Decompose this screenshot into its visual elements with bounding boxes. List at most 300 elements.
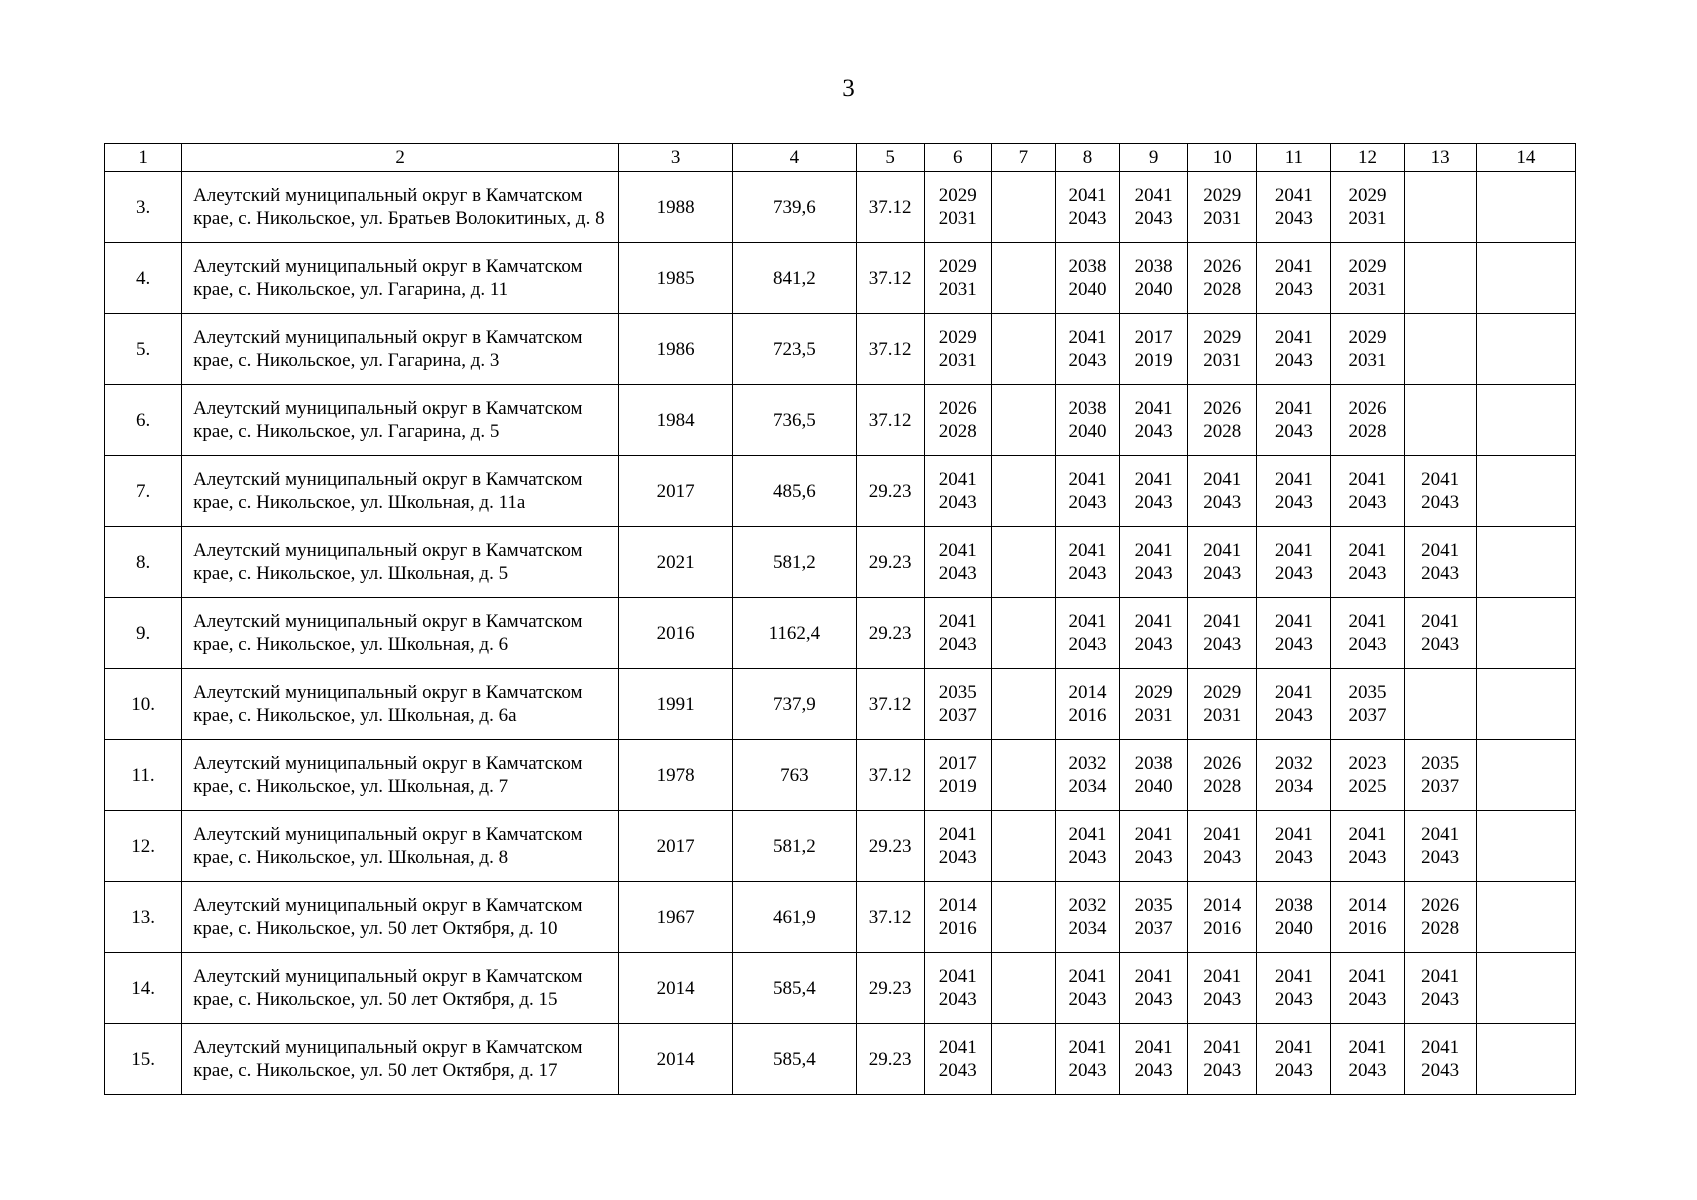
period-cell-12 xyxy=(1331,598,1404,669)
period-cell-14 xyxy=(1476,314,1575,385)
period-start: 2041 xyxy=(1068,185,1107,206)
period-start: 2041 xyxy=(938,966,977,987)
period-cell-11 xyxy=(1257,953,1331,1024)
period-end: 2043 xyxy=(1134,208,1173,229)
row-number-cell: 9. xyxy=(105,598,182,669)
period-start: 2041 xyxy=(1068,327,1107,348)
area-cell: 739,6 xyxy=(733,172,856,243)
area-cell: 736,5 xyxy=(733,385,856,456)
period-cell-12 xyxy=(1331,740,1404,811)
code-cell: 37.12 xyxy=(856,385,924,456)
table-row xyxy=(105,811,1576,882)
period-cell-14 xyxy=(1476,243,1575,314)
area-cell: 841,2 xyxy=(733,243,856,314)
period-cell-14 xyxy=(1476,669,1575,740)
period-start: 2041 xyxy=(1274,185,1313,206)
table-row xyxy=(105,669,1576,740)
period-cell-11 xyxy=(1257,882,1331,953)
period-start: 2032 xyxy=(1068,895,1107,916)
period-cell-12 xyxy=(1331,172,1404,243)
table-row xyxy=(105,882,1576,953)
period-start: 2041 xyxy=(1274,327,1313,348)
period-end: 2043 xyxy=(1134,634,1173,655)
year-cell: 1988 xyxy=(619,172,733,243)
period-cell-7 xyxy=(991,953,1055,1024)
period-start: 2041 xyxy=(1203,966,1242,987)
column-header: 4 xyxy=(733,144,856,172)
period-start: 2041 xyxy=(1203,540,1242,561)
period-end: 2043 xyxy=(1348,634,1387,655)
period-cell-11 xyxy=(1257,669,1331,740)
address-cell: Алеутский муниципальный округ в Камчатском крае, с. Никольское, ул. Братьев Волокитиных, д. 8 xyxy=(182,172,619,243)
period-end: 2043 xyxy=(938,847,977,868)
period-end: 2043 xyxy=(938,634,977,655)
period-cell-12 xyxy=(1331,527,1404,598)
period-end: 2043 xyxy=(1421,1060,1460,1081)
period-end: 2043 xyxy=(1134,847,1173,868)
period-cell-12 xyxy=(1331,811,1404,882)
table-row xyxy=(105,527,1576,598)
period-start: 2041 xyxy=(1348,540,1387,561)
address-cell: Алеутский муниципальный округ в Камчатском крае, с. Никольское, ул. Школьная, д. 6 xyxy=(182,598,619,669)
period-end: 2028 xyxy=(1203,776,1242,797)
period-start: 2038 xyxy=(1274,895,1313,916)
period-cell-14 xyxy=(1476,172,1575,243)
period-end: 2043 xyxy=(1421,563,1460,584)
period-cell-8 xyxy=(1055,527,1119,598)
period-end: 2031 xyxy=(1348,208,1387,229)
period-cell-13 xyxy=(1404,740,1476,811)
period-start: 2041 xyxy=(1274,682,1313,703)
period-cell-13 xyxy=(1404,953,1476,1024)
row-number-cell: 10. xyxy=(105,669,182,740)
period-start: 2041 xyxy=(1274,256,1313,277)
column-header: 7 xyxy=(991,144,1055,172)
period-cell-6 xyxy=(924,953,991,1024)
period-cell-11 xyxy=(1257,172,1331,243)
code-cell: 29.23 xyxy=(856,527,924,598)
period-start: 2041 xyxy=(1134,824,1173,845)
period-cell-13 xyxy=(1404,598,1476,669)
period-cell-9 xyxy=(1120,740,1188,811)
period-end: 2037 xyxy=(938,705,977,726)
period-start: 2041 xyxy=(1274,398,1313,419)
address-cell: Алеутский муниципальный округ в Камчатском крае, с. Никольское, ул. Школьная, д. 11а xyxy=(182,456,619,527)
period-end: 2043 xyxy=(1134,1060,1173,1081)
period-start: 2041 xyxy=(1203,469,1242,490)
area-cell: 763 xyxy=(733,740,856,811)
period-cell-8 xyxy=(1055,172,1119,243)
period-end: 2031 xyxy=(1203,705,1242,726)
table-body xyxy=(105,172,1576,1095)
column-header: 6 xyxy=(924,144,991,172)
code-cell: 37.12 xyxy=(856,314,924,385)
period-cell-8 xyxy=(1055,740,1119,811)
period-cell-10 xyxy=(1188,172,1257,243)
schedule-table xyxy=(104,143,1576,1095)
period-start: 2041 xyxy=(938,824,977,845)
period-cell-10 xyxy=(1188,1024,1257,1095)
period-cell-8 xyxy=(1055,669,1119,740)
period-end: 2016 xyxy=(1068,705,1107,726)
period-cell-13 xyxy=(1404,882,1476,953)
period-end: 2016 xyxy=(1203,918,1242,939)
period-end: 2043 xyxy=(1068,350,1107,371)
period-cell-10 xyxy=(1188,456,1257,527)
period-start: 2032 xyxy=(1068,753,1107,774)
period-cell-12 xyxy=(1331,385,1404,456)
period-start: 2041 xyxy=(1348,1037,1387,1058)
period-cell-6 xyxy=(924,882,991,953)
period-cell-13 xyxy=(1404,669,1476,740)
period-end: 2034 xyxy=(1274,776,1313,797)
period-end: 2043 xyxy=(1274,847,1313,868)
period-cell-14 xyxy=(1476,811,1575,882)
period-cell-11 xyxy=(1257,1024,1331,1095)
period-end: 2031 xyxy=(1348,350,1387,371)
period-end: 2043 xyxy=(1274,421,1313,442)
period-end: 2043 xyxy=(1068,563,1107,584)
period-cell-11 xyxy=(1257,811,1331,882)
period-cell-7 xyxy=(991,385,1055,456)
row-number-cell: 14. xyxy=(105,953,182,1024)
period-end: 2043 xyxy=(1068,208,1107,229)
period-end: 2043 xyxy=(1068,989,1107,1010)
year-cell: 2014 xyxy=(619,1024,733,1095)
period-cell-7 xyxy=(991,314,1055,385)
period-end: 2043 xyxy=(1203,634,1242,655)
period-cell-14 xyxy=(1476,456,1575,527)
period-start: 2041 xyxy=(1421,611,1460,632)
period-end: 2043 xyxy=(1068,1060,1107,1081)
period-end: 2043 xyxy=(938,492,977,513)
period-start: 2026 xyxy=(1203,256,1242,277)
period-start: 2041 xyxy=(1421,540,1460,561)
period-start: 2014 xyxy=(1068,682,1107,703)
period-cell-13 xyxy=(1404,527,1476,598)
period-cell-9 xyxy=(1120,385,1188,456)
period-start: 2041 xyxy=(1134,1037,1173,1058)
period-end: 2043 xyxy=(1134,492,1173,513)
period-end: 2043 xyxy=(1348,563,1387,584)
year-cell: 1978 xyxy=(619,740,733,811)
period-end: 2043 xyxy=(1274,279,1313,300)
table-row xyxy=(105,385,1576,456)
period-start: 2026 xyxy=(1348,398,1387,419)
year-cell: 1985 xyxy=(619,243,733,314)
address-cell: Алеутский муниципальный округ в Камчатском крае, с. Никольское, ул. 50 лет Октября, д. 15 xyxy=(182,953,619,1024)
area-cell: 581,2 xyxy=(733,527,856,598)
area-cell: 723,5 xyxy=(733,314,856,385)
column-header: 12 xyxy=(1331,144,1404,172)
period-cell-9 xyxy=(1120,1024,1188,1095)
period-cell-9 xyxy=(1120,882,1188,953)
period-cell-7 xyxy=(991,243,1055,314)
period-cell-12 xyxy=(1331,882,1404,953)
period-cell-8 xyxy=(1055,314,1119,385)
period-start: 2038 xyxy=(1068,398,1107,419)
year-cell: 2014 xyxy=(619,953,733,1024)
period-start: 2026 xyxy=(938,398,977,419)
year-cell: 1991 xyxy=(619,669,733,740)
period-cell-6 xyxy=(924,314,991,385)
period-end: 2043 xyxy=(1203,563,1242,584)
period-cell-9 xyxy=(1120,527,1188,598)
area-cell: 585,4 xyxy=(733,1024,856,1095)
table-row xyxy=(105,953,1576,1024)
year-cell: 2021 xyxy=(619,527,733,598)
period-cell-7 xyxy=(991,456,1055,527)
row-number-cell: 6. xyxy=(105,385,182,456)
period-cell-11 xyxy=(1257,385,1331,456)
code-cell: 37.12 xyxy=(856,172,924,243)
code-cell: 29.23 xyxy=(856,811,924,882)
period-cell-13 xyxy=(1404,456,1476,527)
period-start: 2026 xyxy=(1203,398,1242,419)
period-cell-14 xyxy=(1476,882,1575,953)
period-end: 2043 xyxy=(1203,847,1242,868)
period-end: 2043 xyxy=(1068,634,1107,655)
period-end: 2037 xyxy=(1348,705,1387,726)
period-start: 2029 xyxy=(1348,256,1387,277)
code-cell: 29.23 xyxy=(856,953,924,1024)
period-end: 2028 xyxy=(1348,421,1387,442)
period-end: 2043 xyxy=(1274,1060,1313,1081)
code-cell: 29.23 xyxy=(856,598,924,669)
period-cell-14 xyxy=(1476,598,1575,669)
period-end: 2043 xyxy=(1421,492,1460,513)
period-cell-9 xyxy=(1120,811,1188,882)
period-end: 2043 xyxy=(938,563,977,584)
period-start: 2017 xyxy=(938,753,977,774)
period-cell-8 xyxy=(1055,598,1119,669)
table-row xyxy=(105,740,1576,811)
period-end: 2028 xyxy=(1203,421,1242,442)
period-start: 2029 xyxy=(1348,327,1387,348)
row-number-cell: 3. xyxy=(105,172,182,243)
table-row xyxy=(105,314,1576,385)
period-start: 2038 xyxy=(1068,256,1107,277)
period-cell-10 xyxy=(1188,669,1257,740)
period-cell-12 xyxy=(1331,243,1404,314)
code-cell: 29.23 xyxy=(856,456,924,527)
area-cell: 737,9 xyxy=(733,669,856,740)
period-start: 2038 xyxy=(1134,256,1173,277)
period-start: 2029 xyxy=(938,327,977,348)
period-start: 2041 xyxy=(1068,966,1107,987)
period-cell-9 xyxy=(1120,243,1188,314)
period-cell-9 xyxy=(1120,598,1188,669)
period-cell-6 xyxy=(924,740,991,811)
period-start: 2029 xyxy=(1203,682,1242,703)
period-cell-10 xyxy=(1188,953,1257,1024)
period-end: 2031 xyxy=(1203,208,1242,229)
period-cell-7 xyxy=(991,882,1055,953)
period-start: 2041 xyxy=(1203,611,1242,632)
period-cell-8 xyxy=(1055,243,1119,314)
period-cell-8 xyxy=(1055,385,1119,456)
row-number-cell: 11. xyxy=(105,740,182,811)
period-end: 2040 xyxy=(1274,918,1313,939)
period-cell-13 xyxy=(1404,172,1476,243)
row-number-cell: 5. xyxy=(105,314,182,385)
address-cell: Алеутский муниципальный округ в Камчатском крае, с. Никольское, ул. Школьная, д. 6а xyxy=(182,669,619,740)
column-header: 8 xyxy=(1055,144,1119,172)
period-cell-11 xyxy=(1257,243,1331,314)
period-end: 2043 xyxy=(1348,492,1387,513)
period-end: 2043 xyxy=(1348,989,1387,1010)
column-header: 9 xyxy=(1120,144,1188,172)
period-start: 2035 xyxy=(938,682,977,703)
period-start: 2041 xyxy=(1134,469,1173,490)
code-cell: 37.12 xyxy=(856,669,924,740)
row-number-cell: 8. xyxy=(105,527,182,598)
period-end: 2043 xyxy=(1274,705,1313,726)
period-cell-9 xyxy=(1120,314,1188,385)
period-start: 2029 xyxy=(1203,185,1242,206)
period-start: 2017 xyxy=(1134,327,1173,348)
period-start: 2014 xyxy=(1203,895,1242,916)
column-header: 1 xyxy=(105,144,182,172)
period-cell-6 xyxy=(924,598,991,669)
column-header: 11 xyxy=(1257,144,1331,172)
period-cell-7 xyxy=(991,598,1055,669)
period-cell-7 xyxy=(991,811,1055,882)
area-cell: 461,9 xyxy=(733,882,856,953)
period-cell-10 xyxy=(1188,314,1257,385)
period-cell-6 xyxy=(924,243,991,314)
period-start: 2014 xyxy=(938,895,977,916)
period-start: 2041 xyxy=(1348,824,1387,845)
period-cell-6 xyxy=(924,456,991,527)
period-end: 2025 xyxy=(1348,776,1387,797)
address-cell: Алеутский муниципальный округ в Камчатском крае, с. Никольское, ул. 50 лет Октября, д. 10 xyxy=(182,882,619,953)
period-end: 2016 xyxy=(938,918,977,939)
period-start: 2041 xyxy=(1274,540,1313,561)
period-cell-13 xyxy=(1404,1024,1476,1095)
period-cell-8 xyxy=(1055,811,1119,882)
period-end: 2043 xyxy=(1134,421,1173,442)
period-end: 2043 xyxy=(1203,989,1242,1010)
period-end: 2040 xyxy=(1068,279,1107,300)
period-end: 2031 xyxy=(938,350,977,371)
period-cell-6 xyxy=(924,172,991,243)
period-start: 2041 xyxy=(1421,966,1460,987)
period-cell-12 xyxy=(1331,456,1404,527)
period-end: 2043 xyxy=(1274,989,1313,1010)
period-cell-11 xyxy=(1257,740,1331,811)
row-number-cell: 4. xyxy=(105,243,182,314)
period-start: 2041 xyxy=(1134,398,1173,419)
period-start: 2029 xyxy=(1348,185,1387,206)
period-cell-10 xyxy=(1188,740,1257,811)
period-cell-14 xyxy=(1476,527,1575,598)
period-end: 2040 xyxy=(1134,279,1173,300)
period-cell-9 xyxy=(1120,172,1188,243)
period-end: 2043 xyxy=(1348,847,1387,868)
period-cell-11 xyxy=(1257,527,1331,598)
period-start: 2041 xyxy=(938,540,977,561)
period-start: 2026 xyxy=(1203,753,1242,774)
period-cell-12 xyxy=(1331,314,1404,385)
period-start: 2041 xyxy=(1134,611,1173,632)
year-cell: 2016 xyxy=(619,598,733,669)
period-cell-7 xyxy=(991,740,1055,811)
address-cell: Алеутский муниципальный округ в Камчатском крае, с. Никольское, ул. Школьная, д. 5 xyxy=(182,527,619,598)
period-start: 2041 xyxy=(1134,185,1173,206)
row-number-cell: 13. xyxy=(105,882,182,953)
area-cell: 585,4 xyxy=(733,953,856,1024)
period-cell-10 xyxy=(1188,811,1257,882)
period-start: 2041 xyxy=(1203,1037,1242,1058)
period-end: 2031 xyxy=(938,279,977,300)
period-cell-7 xyxy=(991,527,1055,598)
period-start: 2029 xyxy=(1134,682,1173,703)
period-cell-12 xyxy=(1331,669,1404,740)
table-header xyxy=(105,144,1576,172)
address-cell: Алеутский муниципальный округ в Камчатском крае, с. Никольское, ул. 50 лет Октября, д. 17 xyxy=(182,1024,619,1095)
period-start: 2041 xyxy=(1348,469,1387,490)
period-start: 2041 xyxy=(1068,824,1107,845)
period-cell-13 xyxy=(1404,314,1476,385)
period-end: 2019 xyxy=(938,776,977,797)
period-end: 2043 xyxy=(1348,1060,1387,1081)
period-end: 2028 xyxy=(1421,918,1460,939)
period-cell-14 xyxy=(1476,1024,1575,1095)
row-number-cell: 7. xyxy=(105,456,182,527)
period-cell-10 xyxy=(1188,385,1257,456)
period-cell-6 xyxy=(924,811,991,882)
period-end: 2043 xyxy=(1203,492,1242,513)
table-row xyxy=(105,243,1576,314)
period-cell-8 xyxy=(1055,1024,1119,1095)
period-start: 2041 xyxy=(1068,1037,1107,1058)
period-start: 2041 xyxy=(938,611,977,632)
period-cell-9 xyxy=(1120,669,1188,740)
period-end: 2019 xyxy=(1134,350,1173,371)
period-end: 2034 xyxy=(1068,918,1107,939)
period-end: 2043 xyxy=(1421,847,1460,868)
period-cell-11 xyxy=(1257,456,1331,527)
period-end: 2043 xyxy=(1274,350,1313,371)
period-end: 2043 xyxy=(1134,989,1173,1010)
period-start: 2041 xyxy=(938,1037,977,1058)
row-number-cell: 12. xyxy=(105,811,182,882)
period-start: 2023 xyxy=(1348,753,1387,774)
address-cell: Алеутский муниципальный округ в Камчатском крае, с. Никольское, ул. Гагарина, д. 11 xyxy=(182,243,619,314)
period-start: 2026 xyxy=(1421,895,1460,916)
period-end: 2043 xyxy=(1421,634,1460,655)
period-start: 2041 xyxy=(938,469,977,490)
area-cell: 1162,4 xyxy=(733,598,856,669)
year-cell: 1967 xyxy=(619,882,733,953)
period-cell-6 xyxy=(924,527,991,598)
period-cell-13 xyxy=(1404,385,1476,456)
period-end: 2043 xyxy=(1134,563,1173,584)
period-start: 2038 xyxy=(1134,753,1173,774)
period-cell-13 xyxy=(1404,811,1476,882)
period-end: 2028 xyxy=(938,421,977,442)
period-cell-8 xyxy=(1055,953,1119,1024)
period-cell-8 xyxy=(1055,882,1119,953)
period-start: 2029 xyxy=(938,256,977,277)
period-end: 2037 xyxy=(1421,776,1460,797)
table-row xyxy=(105,598,1576,669)
period-start: 2041 xyxy=(1274,824,1313,845)
period-cell-14 xyxy=(1476,740,1575,811)
period-start: 2029 xyxy=(1203,327,1242,348)
period-start: 2041 xyxy=(1274,611,1313,632)
